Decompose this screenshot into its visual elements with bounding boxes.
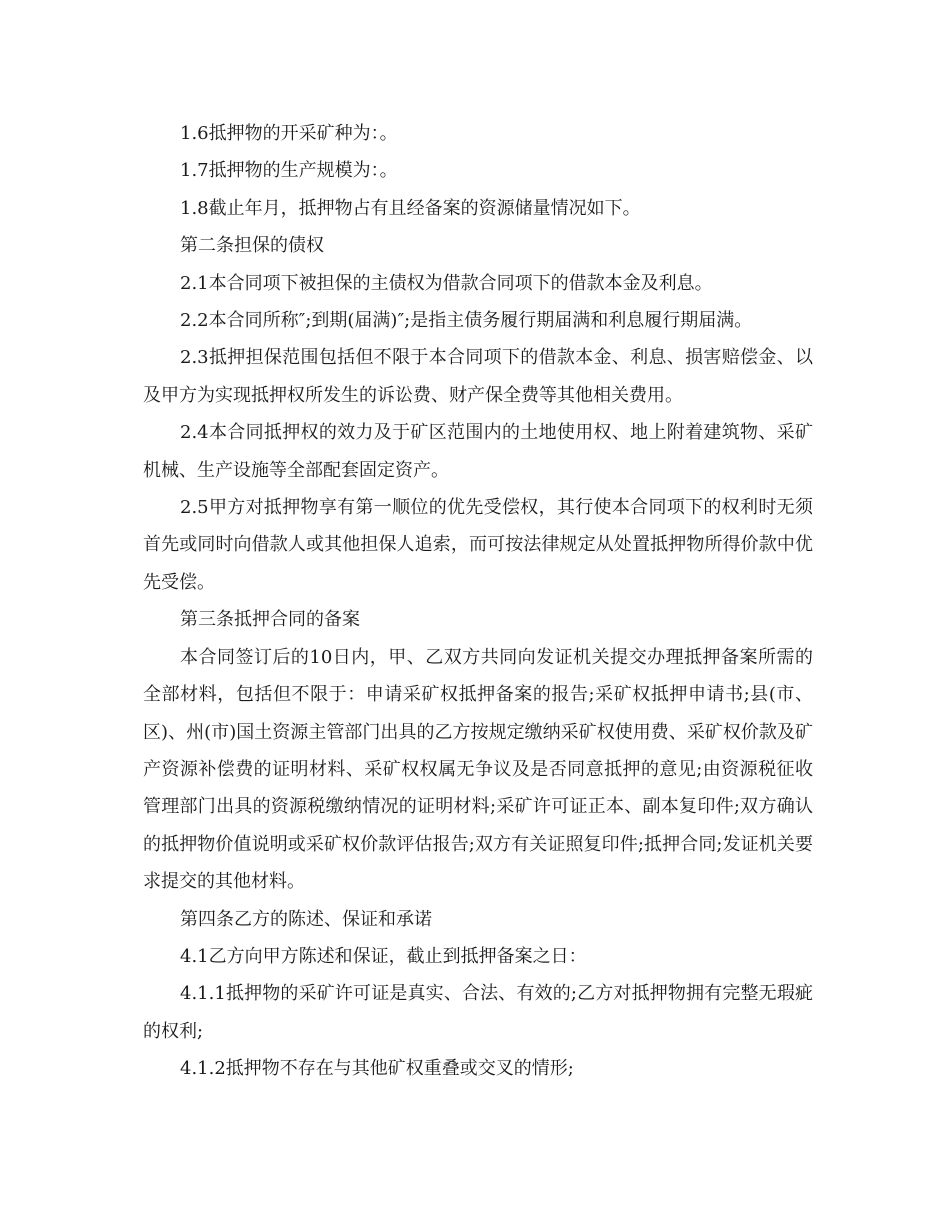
clause-1-8: 1.8截止年月，抵押物占有且经备案的资源储量情况如下。 (180, 197, 641, 219)
article-2-heading: 第二条担保的债权 (180, 235, 324, 257)
clause-2-3: 2.3抵押担保范围包括但不限于本合同项下的借款本金、利息、损害赔偿金、以及甲方为实现抵押权所发生的诉讼费、财产保全费等其他相关费用。 (143, 347, 813, 406)
clause-2-2: 2.2本合同所称″;到期(届满)″;是指主债务履行期届满和利息履行期届满。 (180, 310, 753, 332)
article-3-heading: 第三条抵押合同的备案 (180, 609, 360, 631)
clause-2-5: 2.5甲方对抵押物享有第一顺位的优先受偿权，其行使本合同项下的权利时无须首先或同时向借款人或其他担保人追索，而可按法律规定从处置抵押物所得价款中优先受偿。 (143, 497, 813, 593)
clause-4-1-1: 4.1.1抵押物的采矿许可证是真实、合法、有效的;乙方对抵押物拥有完整无瑕疵的权利; (143, 983, 813, 1042)
article-4-heading: 第四条乙方的陈述、保证和承诺 (180, 908, 432, 930)
clause-2-1: 2.1本合同项下被担保的主债权为借款合同项下的借款本金及利息。 (180, 272, 713, 294)
document-body (143, 115, 813, 1088)
clause-1-7: 1.7抵押物的生产规模为：。 (180, 160, 398, 182)
clause-1-6: 1.6抵押物的开采矿种为：。 (180, 123, 398, 144)
clause-4-1: 4.1乙方向甲方陈述和保证，截止到抵押备案之日： (180, 945, 587, 967)
article-3-body: 本合同签订后的10日内，甲、乙双方共同向发证机关提交办理抵押备案所需的全部材料，包括但不限于：申请采矿权抵押备案的报告;采矿权抵押申请书;县(市、区)、州(市)国土资源主管部门出具的乙方按规定缴纳采矿权使用费、采矿权价款及矿产资源补偿费的证明材料、采矿权权属无争议及是否同意抵押的意见;由资源税征收管理部门出具的资源税缴纳情况的证明材料;采矿许可证正本、副本复印件;双方确认的抵押物价值说明或采矿权价款评估报告;双方有关证照复印件;抵押合同;发证机关要求提交的其他材料。 (143, 646, 813, 893)
clause-2-4: 2.4本合同抵押权的效力及于矿区范围内的土地使用权、地上附着建筑物、采矿机械、生产设施等全部配套固定资产。 (143, 422, 813, 481)
clause-4-1-2: 4.1.2抵押物不存在与其他矿权重叠或交叉的情形; (180, 1058, 574, 1080)
